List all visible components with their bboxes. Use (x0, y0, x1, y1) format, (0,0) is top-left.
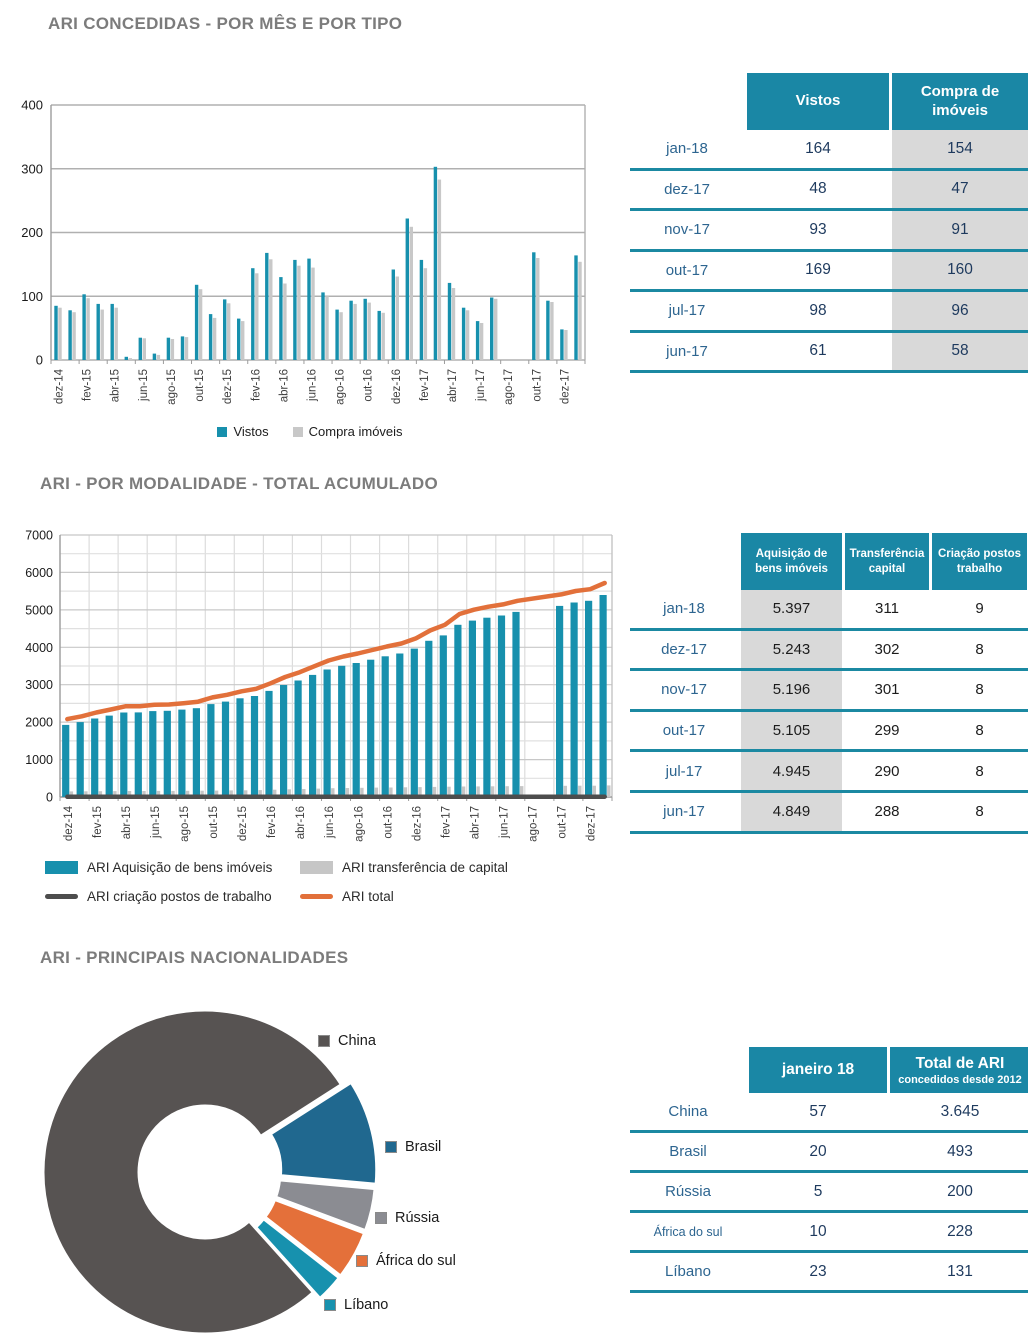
legend-label: ARI total (342, 889, 394, 904)
donut-slices (43, 1010, 377, 1334)
cell-value: 4.849 (741, 793, 842, 831)
column-header: Criação postos trabalho (932, 533, 1027, 590)
table-row (630, 631, 1028, 672)
row-label: jun-17 (666, 342, 708, 360)
column-header: Vistos (747, 73, 889, 130)
legend-item-aquisicao (45, 860, 272, 875)
donut-legend-africa (356, 1253, 456, 1269)
donut-legend-china (318, 1033, 376, 1049)
svg-text:out-15: out-15 (208, 806, 220, 839)
row-label: jun-17 (663, 803, 705, 821)
cell-value: 164 (805, 139, 831, 157)
russia-swatch-icon (375, 1212, 387, 1224)
row-label: China (668, 1103, 708, 1120)
cell-value: 8 (975, 681, 984, 699)
svg-text:jun-17: jun-17 (475, 369, 488, 401)
svg-text:out-17: out-17 (531, 369, 544, 402)
legend-label: ARI Aquisição de bens imóveis (87, 860, 273, 875)
svg-text:abr-15: abr-15 (120, 806, 133, 840)
donut-legend-libano (324, 1297, 388, 1313)
legend-label: ARI transferência de capital (342, 860, 508, 875)
legend-label: Vistos (233, 424, 269, 439)
cell-value: 8 (975, 803, 984, 821)
svg-text:ago-17: ago-17 (527, 806, 540, 842)
row-label: jul-17 (665, 762, 703, 780)
svg-text:6000: 6000 (25, 565, 53, 580)
row-label: jul-17 (668, 302, 706, 320)
cell-value: 91 (892, 211, 1028, 249)
legend-item-total (300, 889, 394, 904)
svg-text:dez-14: dez-14 (53, 369, 66, 405)
table-row (630, 1213, 1028, 1253)
header-spacer (630, 73, 744, 130)
table-body (630, 590, 1028, 834)
chart1-y-labels (21, 98, 43, 368)
svg-text:jun-16: jun-16 (324, 806, 337, 838)
svg-text:fev-15: fev-15 (91, 806, 104, 838)
compra-swatch-icon (293, 427, 303, 437)
svg-text:dez-17: dez-17 (585, 806, 598, 842)
cell-value: 169 (805, 261, 831, 279)
row-label: África do sul (653, 1224, 723, 1239)
svg-text:ago-15: ago-15 (165, 369, 178, 405)
svg-text:0: 0 (46, 790, 53, 805)
africa-swatch-icon (356, 1255, 368, 1267)
section3-title: ARI - PRINCIPAIS NACIONALIDADES (40, 948, 349, 967)
row-label: nov-17 (664, 221, 710, 239)
svg-text:abr-16: abr-16 (295, 806, 308, 840)
legend-label: ARI criação postos de trabalho (87, 889, 272, 904)
table-header (630, 73, 1028, 130)
svg-text:dez-14: dez-14 (62, 806, 75, 842)
column-header: janeiro 18 (749, 1047, 887, 1093)
svg-text:abr-16: abr-16 (278, 369, 291, 403)
row-label: Brasil (669, 1143, 707, 1160)
row-label: dez-17 (664, 180, 710, 198)
cell-value: 58 (892, 333, 1028, 371)
table-row (630, 252, 1028, 293)
table-row (630, 211, 1028, 252)
row-label: Líbano (665, 1263, 711, 1280)
svg-text:7000: 7000 (25, 528, 53, 543)
table-body (630, 130, 1028, 373)
row-label: Rússia (665, 1183, 711, 1200)
svg-text:fev-16: fev-16 (266, 806, 279, 838)
compra-bars (58, 180, 581, 360)
table-row (630, 333, 1028, 374)
svg-text:ago-16: ago-16 (334, 369, 347, 405)
legend-label: Líbano (344, 1297, 389, 1313)
table-row (630, 130, 1028, 171)
chart1-legend (0, 424, 620, 439)
svg-text:abr-17: abr-17 (447, 369, 459, 403)
cell-value: 288 (874, 803, 900, 821)
cell-value: 311 (875, 600, 899, 618)
modalidade-table (630, 533, 1028, 834)
table-body (630, 1093, 1028, 1293)
total-swatch-icon (300, 894, 333, 899)
svg-text:ago-15: ago-15 (179, 806, 191, 842)
svg-text:dez-15: dez-15 (237, 806, 250, 842)
chart2-y-labels (25, 529, 53, 805)
svg-text:out-16: out-16 (382, 806, 395, 839)
svg-text:jun-16: jun-16 (306, 369, 319, 401)
svg-text:3000: 3000 (25, 678, 53, 693)
svg-text:out-17: out-17 (556, 806, 569, 839)
svg-text:fev-17: fev-17 (440, 806, 453, 838)
svg-text:fev-15: fev-15 (81, 369, 94, 401)
cell-value: 47 (892, 171, 1028, 209)
cumulative-chart (0, 520, 640, 855)
vistos-bars (54, 167, 577, 360)
svg-text:jun-17: jun-17 (498, 806, 511, 838)
cell-value: 493 (947, 1142, 973, 1160)
cell-value: 5 (813, 1182, 823, 1200)
cell-value: 5.243 (741, 631, 842, 669)
row-label: jan-18 (666, 140, 708, 158)
cell-value: 302 (874, 640, 900, 658)
row-label: out-17 (662, 722, 706, 740)
cell-value: 48 (809, 180, 827, 198)
row-label: nov-17 (661, 681, 707, 699)
svg-text:jun-15: jun-15 (137, 369, 150, 401)
chart2-grid (60, 535, 612, 801)
vistos-swatch-icon (217, 427, 227, 437)
cell-value: 5.397 (741, 590, 842, 628)
aquisicao-swatch-icon (45, 861, 78, 874)
chart2-x-labels (63, 805, 598, 841)
row-label: jan-18 (663, 600, 705, 618)
svg-text:dez-16: dez-16 (411, 806, 424, 842)
cell-value: 154 (892, 130, 1028, 168)
table-row (630, 671, 1028, 712)
cell-value: 57 (809, 1102, 827, 1120)
svg-text:fev-17: fev-17 (418, 369, 431, 401)
table-row (630, 712, 1028, 753)
cell-value: 301 (874, 681, 900, 699)
svg-text:0: 0 (35, 352, 43, 368)
table-row (630, 292, 1028, 333)
cell-value: 5.196 (741, 671, 842, 709)
cell-value: 23 (809, 1262, 827, 1280)
cell-value: 8 (975, 640, 984, 658)
svg-text:200: 200 (21, 225, 43, 240)
svg-text:out-16: out-16 (362, 369, 375, 402)
header-spacer (630, 1047, 746, 1093)
svg-text:dez-17: dez-17 (559, 369, 572, 405)
table-row (630, 171, 1028, 212)
legend-item-vistos (217, 424, 268, 439)
svg-text:1000: 1000 (25, 753, 53, 768)
cell-value: 200 (947, 1182, 973, 1200)
cell-value: 160 (892, 252, 1028, 290)
table-row (630, 1133, 1028, 1173)
cell-value: 96 (892, 292, 1028, 330)
column-header: Compra de imóveis (892, 73, 1028, 130)
svg-text:fev-16: fev-16 (250, 369, 263, 401)
table-row (630, 1173, 1028, 1213)
transferencia-swatch-icon (300, 861, 333, 874)
nationalities-table (630, 1047, 1028, 1293)
svg-text:dez-15: dez-15 (222, 369, 235, 405)
table-header (630, 1047, 1028, 1093)
cell-value: 5.105 (741, 712, 842, 750)
svg-text:dez-16: dez-16 (390, 369, 403, 405)
svg-text:jun-15: jun-15 (149, 806, 162, 838)
table-header (630, 533, 1028, 590)
chart1-x-labels (54, 368, 572, 404)
monthly-bar-chart (0, 90, 620, 440)
total-line (67, 583, 604, 719)
table-row (630, 793, 1028, 834)
cell-value: 8 (975, 762, 984, 780)
svg-text:out-15: out-15 (194, 369, 207, 402)
section2-title: ARI - POR MODALIDADE - TOTAL ACUMULADO (40, 474, 438, 493)
cell-value: 299 (874, 722, 900, 740)
svg-text:ago-16: ago-16 (353, 806, 366, 842)
brasil-swatch-icon (385, 1141, 397, 1153)
criacao-swatch-icon (45, 894, 78, 899)
svg-text:ago-17: ago-17 (503, 369, 516, 405)
legend-label: Brasil (405, 1139, 442, 1155)
cell-value: 9 (975, 600, 984, 618)
row-label: out-17 (665, 261, 709, 279)
table-row (630, 752, 1028, 793)
header-spacer (630, 533, 738, 590)
legend-item-compra (293, 424, 403, 439)
svg-text:4000: 4000 (25, 640, 53, 655)
column-header: Total de ARI concedidos desde 2012 (890, 1047, 1028, 1093)
donut-legend-russia (375, 1210, 439, 1226)
china-swatch-icon (318, 1035, 330, 1047)
cell-value: 8 (975, 722, 984, 740)
svg-text:2000: 2000 (25, 715, 53, 730)
cell-value: 228 (947, 1222, 973, 1240)
cell-value: 290 (874, 762, 900, 780)
svg-text:abr-15: abr-15 (109, 369, 122, 403)
cell-value: 61 (809, 342, 827, 360)
cell-value: 3.645 (940, 1102, 980, 1120)
legend-item-transferencia (300, 860, 508, 875)
legend-label: Compra imóveis (308, 424, 403, 439)
table-row (630, 1093, 1028, 1133)
cell-value: 98 (809, 301, 827, 319)
cell-value: 20 (809, 1142, 827, 1160)
column-header: Aquisição de bens imóveis (741, 533, 842, 590)
legend-label: África do sul (376, 1253, 456, 1269)
chart1-grid (51, 105, 585, 364)
section1-title: ARI CONCEDIDAS - POR MÊS E POR TIPO (48, 14, 403, 33)
row-label: dez-17 (661, 640, 707, 658)
table-row (630, 590, 1028, 631)
svg-text:5000: 5000 (25, 603, 53, 618)
legend-label: China (338, 1033, 376, 1049)
libano-swatch-icon (324, 1299, 336, 1311)
table-row (630, 1253, 1028, 1293)
svg-text:300: 300 (21, 161, 43, 177)
legend-label: Rússia (395, 1210, 440, 1226)
cell-value: 93 (809, 220, 827, 238)
cell-value: 10 (809, 1222, 827, 1240)
cell-value: 131 (947, 1262, 973, 1280)
svg-text:100: 100 (21, 288, 43, 304)
svg-text:400: 400 (21, 97, 43, 113)
svg-text:abr-17: abr-17 (469, 806, 482, 840)
legend-item-criacao (45, 889, 272, 904)
column-header: Transferência capital (845, 533, 929, 590)
vistos-compra-table (630, 73, 1028, 373)
cell-value: 4.945 (741, 752, 842, 790)
donut-legend-brasil (385, 1139, 441, 1155)
